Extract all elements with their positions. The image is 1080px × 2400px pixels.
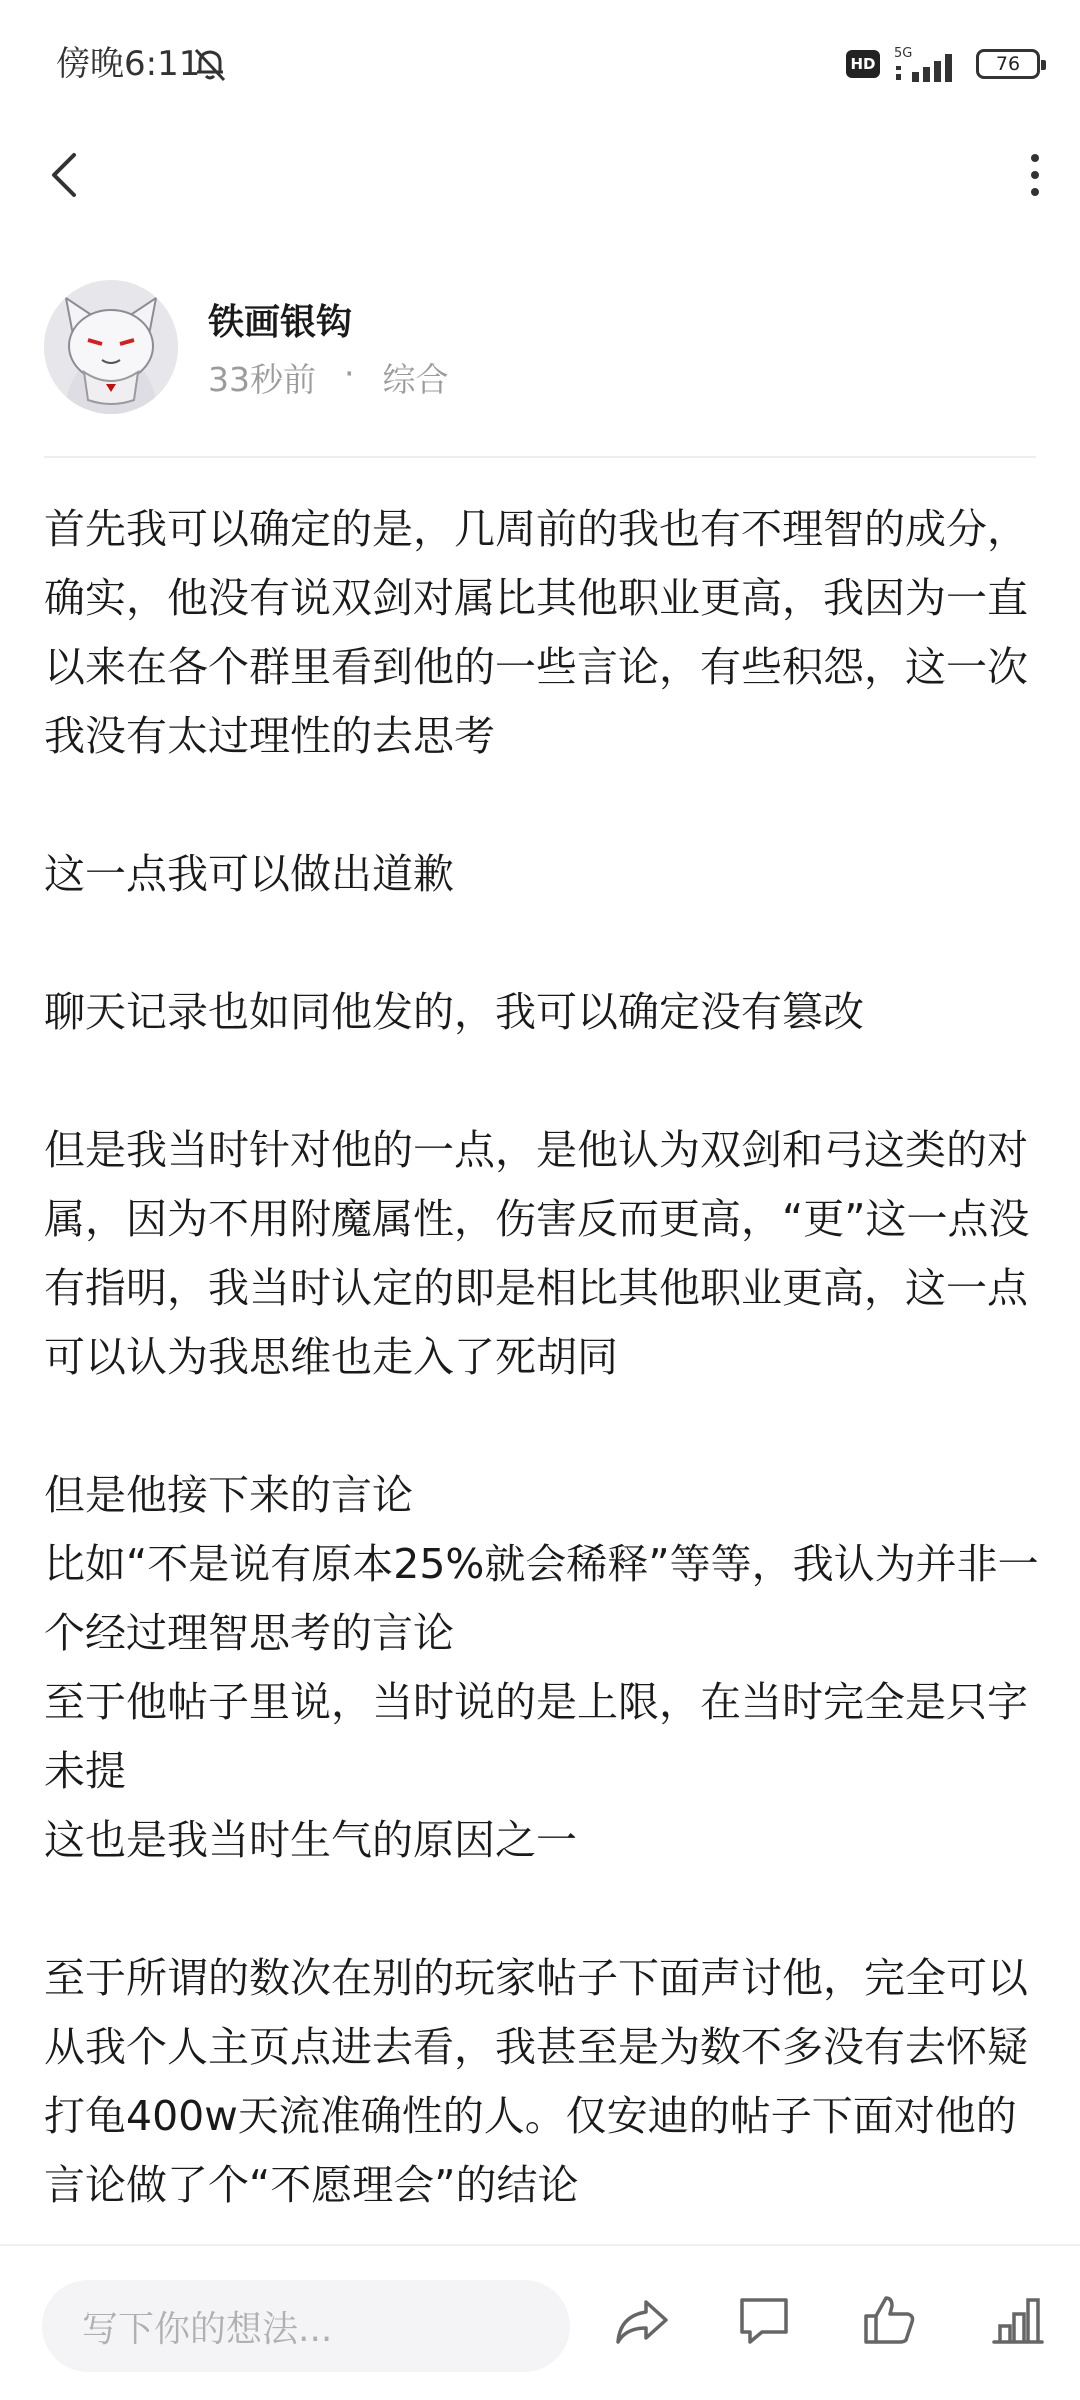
comment-icon[interactable] (734, 2290, 794, 2350)
paragraph-gap (44, 771, 1044, 840)
post-time: 33秒前 (208, 360, 316, 399)
status-time: 傍晚6:11 (56, 44, 201, 84)
post-content (44, 495, 1044, 2220)
post-paragraph: 但是我当时针对他的一点，是他认为双剑和弓这类的对属，因为不用附魔属性，伤害反而更高，“更”这一点没有指明，我当时认定的即是相比其他职业更高，这一点可以认为我思维也走入了死胡同 (44, 1126, 1030, 1381)
divider (44, 456, 1036, 458)
post-category[interactable]: 综合 (382, 360, 449, 399)
bottom-action-bar (0, 2244, 1080, 2400)
bell-off-icon (190, 44, 230, 84)
meta-separator: · (344, 354, 355, 393)
status-icons (846, 40, 1040, 88)
post-meta (208, 354, 449, 401)
author-name[interactable]: 铁画银钩 (208, 302, 353, 343)
battery-indicator: 76 (976, 49, 1040, 79)
paragraph-gap (44, 909, 1044, 978)
like-icon[interactable] (858, 2290, 918, 2350)
share-icon[interactable] (612, 2290, 672, 2350)
stats-icon[interactable] (988, 2290, 1048, 2350)
author-header (44, 280, 1036, 420)
signal-icon (892, 44, 964, 84)
top-nav (0, 125, 1080, 225)
avatar[interactable] (44, 280, 178, 414)
paragraph-gap (44, 1047, 1044, 1116)
post-paragraph: 至于所谓的数次在别的玩家帖子下面声讨他，完全可以从我个人主页点进去看，我甚至是为数不多没有去怀疑打龟400w天流准确性的人。仅安迪的帖子下面对他的言论做了个“不愿理会”的结论 (44, 1954, 1028, 2209)
post-paragraph: 这也是我当时生气的原因之一 (44, 1816, 577, 1864)
post-paragraph: 比如“不是说有原本25%就会稀释”等等，我认为并非一个经过理智思考的言论 (44, 1540, 1039, 1657)
post-paragraph: 这一点我可以做出道歉 (44, 850, 454, 898)
network-type: 5G (894, 46, 913, 61)
post-paragraph: 至于他帖子里说，当时说的是上限，在当时完全是只字未提 (44, 1678, 1028, 1795)
post-paragraph: 首先我可以确定的是，几周前的我也有不理智的成分，确实，他没有说双剑对属比其他职业更高，我因为一直以来在各个群里看到他的一些言论，有些积怨，这一次我没有太过理性的去思考 (44, 505, 1028, 760)
status-bar (0, 0, 1080, 125)
post-paragraph: 聊天记录也如同他发的，我可以确定没有篡改 (44, 988, 864, 1036)
paragraph-gap (44, 1392, 1044, 1461)
comment-input[interactable]: 写下你的想法... (42, 2280, 570, 2372)
back-arrow-icon[interactable] (42, 147, 92, 203)
more-options-icon[interactable] (1010, 147, 1060, 203)
avatar-image (44, 280, 178, 414)
post-paragraph: 但是他接下来的言论 (44, 1471, 413, 1519)
hd-badge: HD (846, 50, 880, 78)
paragraph-gap (44, 1875, 1044, 1944)
